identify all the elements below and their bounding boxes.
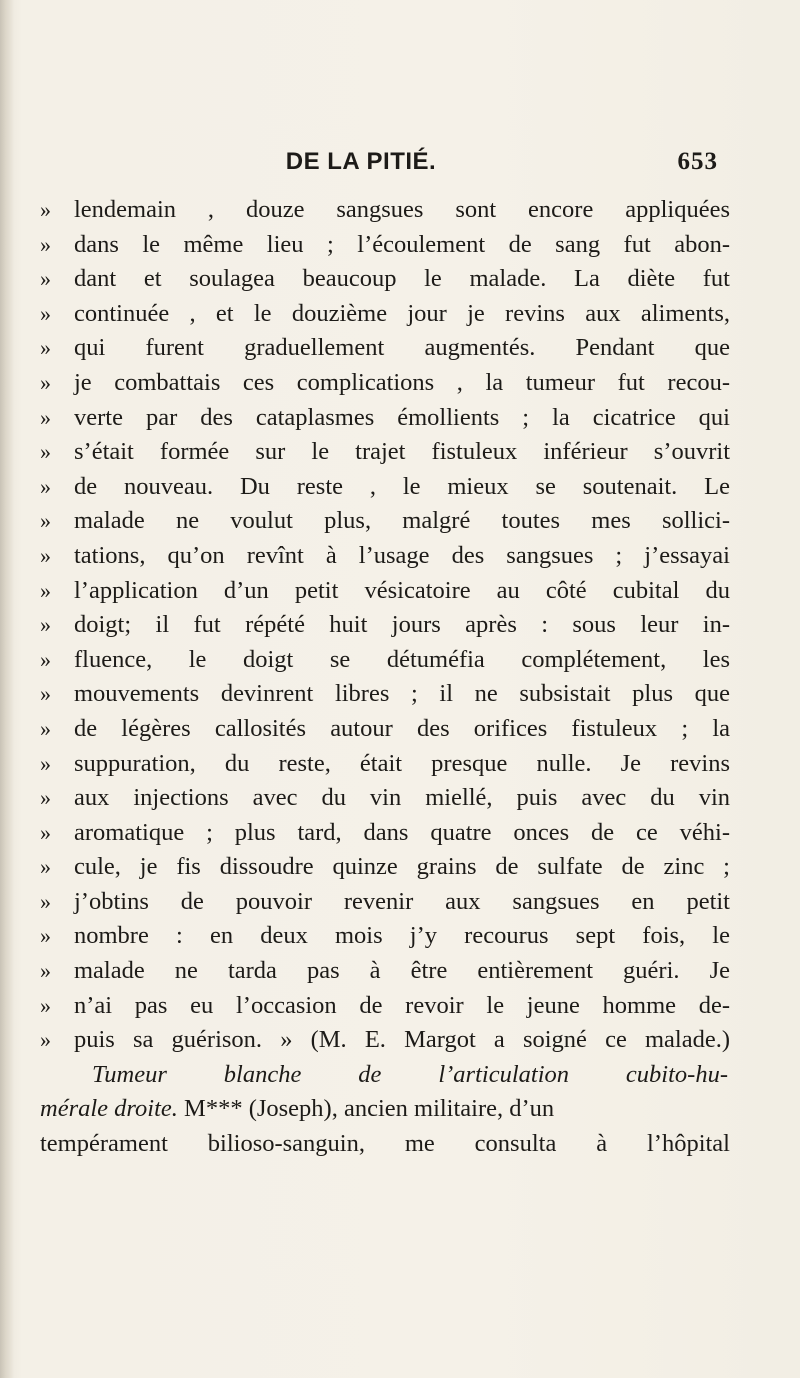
line-text: verte par des cataplasmes émollients ; la cicatrice qui xyxy=(74,403,730,431)
text-line xyxy=(40,1127,736,1162)
line-text: M*** (Joseph), ancien militaire, d’un xyxy=(177,1095,555,1123)
quote-mark: » xyxy=(40,888,51,914)
quote-mark: » xyxy=(40,439,51,465)
quote-mark: » xyxy=(40,577,51,603)
line-text: dans le même lieu ; l’écoulement de sang fut abon- xyxy=(74,230,730,258)
quote-mark: » xyxy=(40,1027,51,1053)
quote-mark: » xyxy=(40,231,51,257)
line-text: je combattais ces complications , la tumeur fut recou- xyxy=(74,368,730,396)
text-line xyxy=(40,228,736,263)
text-line xyxy=(40,954,736,989)
line-text: j’obtins de pouvoir revenir aux sangsues en petit xyxy=(74,887,730,915)
text-line xyxy=(40,504,736,539)
text-line xyxy=(40,816,736,851)
text-line xyxy=(40,435,736,470)
quote-mark: » xyxy=(40,369,51,395)
text-line xyxy=(40,297,736,332)
text-line xyxy=(40,366,736,401)
quote-mark: » xyxy=(40,335,51,361)
text-line xyxy=(40,262,736,297)
line-text: suppuration, du reste, était presque nulle. Je revins xyxy=(74,749,730,777)
quote-mark: » xyxy=(40,542,51,568)
quote-mark: » xyxy=(40,750,51,776)
quote-mark: » xyxy=(40,197,51,222)
text-line xyxy=(40,1023,736,1058)
line-text: cule, je fis dissoudre quinze grains de sulfate de zinc ; xyxy=(74,853,730,881)
quote-mark: » xyxy=(40,612,51,638)
line-text: tempérament bilioso-sanguin, me consulta à l’hôpital xyxy=(40,1130,730,1158)
quote-mark: » xyxy=(40,266,51,292)
line-text: aux injections avec du vin miellé, puis avec du vin xyxy=(74,784,730,812)
quote-mark: » xyxy=(40,958,51,984)
line-text: mouvements devinrent libres ; il ne subsistait plus que xyxy=(74,680,730,708)
text-line xyxy=(40,470,736,505)
text-line xyxy=(40,193,736,228)
text-line xyxy=(40,574,736,609)
quote-mark: » xyxy=(40,473,51,499)
quote-mark: » xyxy=(40,300,51,326)
text-line xyxy=(40,919,736,954)
line-text: doigt; il fut répété huit jours après : sous leur in- xyxy=(74,611,730,639)
line-text: l’application d’un petit vésicatoire au côté cubital du xyxy=(74,576,730,604)
text-line xyxy=(40,643,736,678)
quote-mark: » xyxy=(40,819,51,845)
text-line xyxy=(40,781,736,816)
paragraph-title-end: mérale droite. xyxy=(40,1095,178,1123)
line-text: s’était formée sur le trajet fistuleux inférieur s’ouvrit xyxy=(74,438,730,466)
quote-mark: » xyxy=(40,646,51,672)
line-text: de nouveau. Du reste , le mieux se soutenait. Le xyxy=(74,472,730,500)
text-line xyxy=(40,712,736,747)
line-text: continuée , et le douzième jour je revins aux aliments, xyxy=(74,299,730,327)
text-line xyxy=(40,539,736,574)
line-text: n’ai pas eu l’occasion de revoir le jeune homme de- xyxy=(74,991,730,1019)
text-line xyxy=(40,989,736,1024)
text-line xyxy=(40,331,736,366)
line-text: malade ne tarda pas à être entièrement guéri. Je xyxy=(74,957,730,985)
quote-mark: » xyxy=(40,854,51,880)
text-line xyxy=(40,677,736,712)
quote-mark: » xyxy=(40,404,51,430)
line-text: dant et soulagea beaucoup le malade. La diète fut xyxy=(74,265,730,293)
page-header xyxy=(0,148,800,178)
text-line xyxy=(40,747,736,782)
page-binding-edge xyxy=(0,0,14,1378)
running-title: DE LA PITIÉ. xyxy=(285,148,437,175)
page-number: 653 xyxy=(677,148,718,175)
line-text: malade ne voulut plus, malgré toutes mes sollici- xyxy=(74,507,730,535)
line-text: fluence, le doigt se détuméfia complétement, les xyxy=(74,645,730,673)
quote-mark: » xyxy=(40,992,51,1018)
quote-mark: » xyxy=(40,681,51,707)
paragraph-title-line xyxy=(40,1058,736,1093)
line-text: qui furent graduellement augmentés. Pendant que xyxy=(74,334,730,362)
paragraph-title: Tumeur blanche de l’articulation cubito-hu- xyxy=(92,1060,728,1088)
quote-mark: » xyxy=(40,508,51,534)
line-text: puis sa guérison. » (M. E. Margot a soigné ce malade.) xyxy=(74,1026,730,1054)
line-text: nombre : en deux mois j’y recourus sept fois, le xyxy=(74,922,730,950)
line-text: lendemain , douze sangsues sont encore appliquées xyxy=(74,196,730,223)
line-text: tations, qu’on revînt à l’usage des sangsues ; j’essayai xyxy=(74,541,730,569)
text-line xyxy=(40,850,736,885)
quote-mark: » xyxy=(40,923,51,949)
line-text: de légères callosités autour des orifices fistuleux ; la xyxy=(74,714,730,742)
body-text xyxy=(40,193,736,1162)
text-line xyxy=(40,401,736,436)
text-line xyxy=(40,608,736,643)
quote-mark: » xyxy=(40,785,51,811)
text-line xyxy=(40,1092,736,1127)
text-line xyxy=(40,885,736,920)
line-text: aromatique ; plus tard, dans quatre onces de ce véhi- xyxy=(74,818,730,846)
quote-mark: » xyxy=(40,715,51,741)
